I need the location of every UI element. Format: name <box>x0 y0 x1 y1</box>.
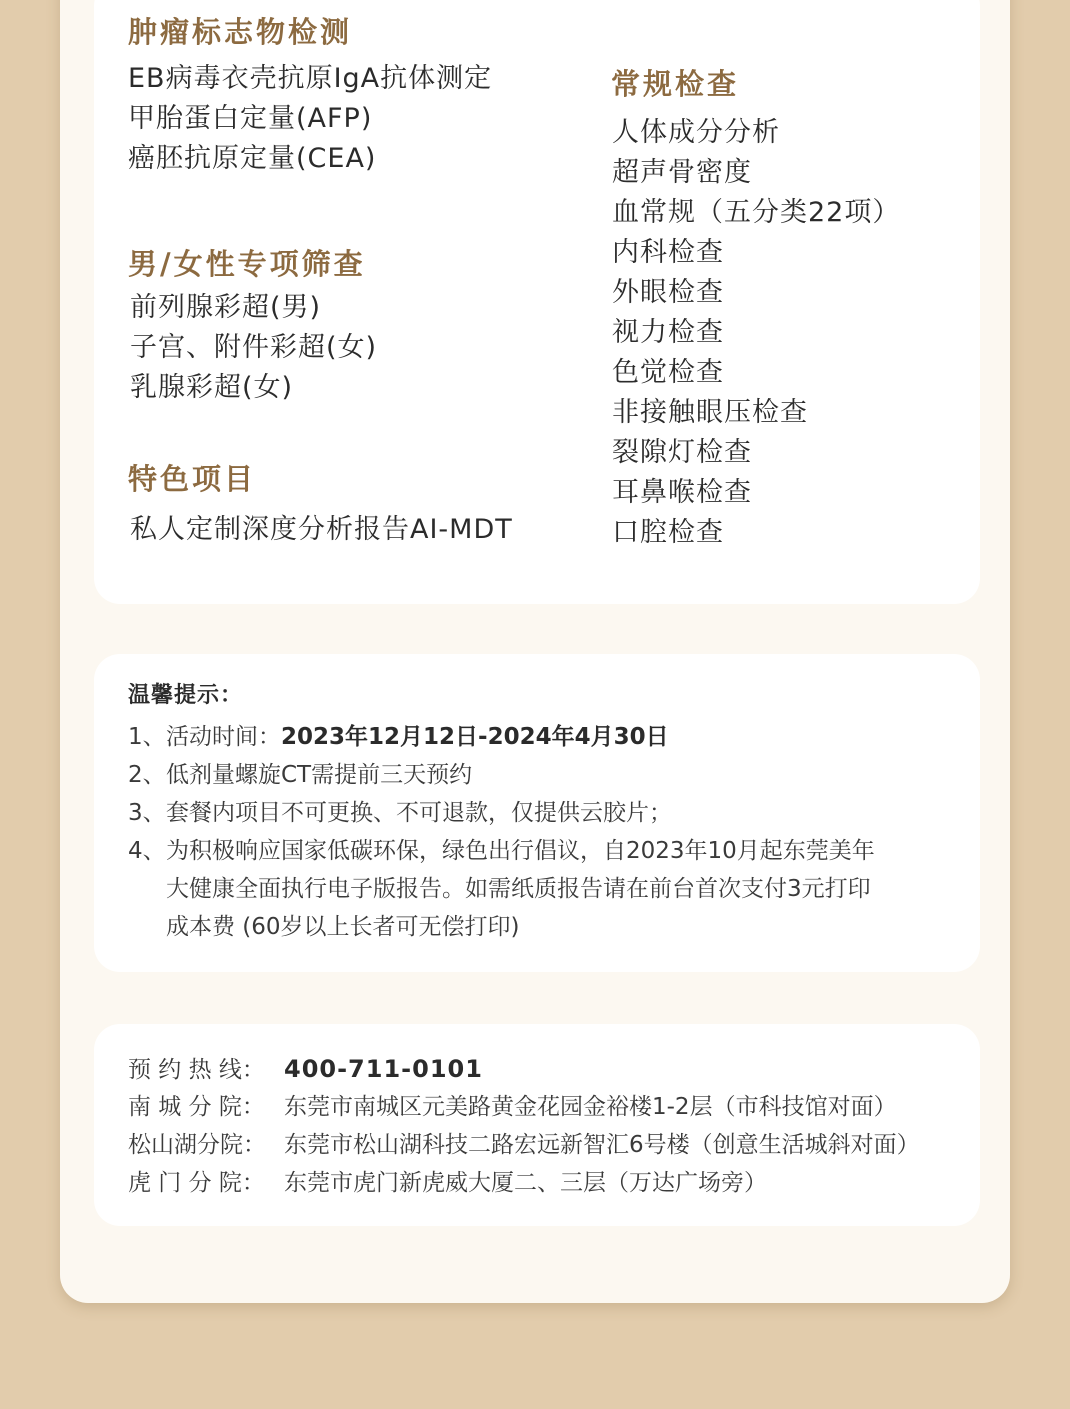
list-item: 非接触眼压检查 <box>612 397 808 428</box>
list-item: 超声骨密度 <box>612 157 752 188</box>
branch-label: 虎 门 分 院： <box>128 1170 265 1196</box>
hotline-row <box>128 1050 483 1088</box>
tip-text-line: 为积极响应国家低碳环保，绿色出行倡议，自2023年10月起东莞美年 <box>166 838 875 864</box>
tip-1 <box>128 718 958 756</box>
routine-check-title: 常规检查 <box>611 67 740 101</box>
tip-3 <box>128 794 958 832</box>
list-item: 前列腺彩超(男) <box>130 292 322 323</box>
list-item: 内科检查 <box>612 237 724 268</box>
tip-number: 2、 <box>128 762 166 788</box>
tip-number: 3、 <box>128 800 166 826</box>
tips-card <box>94 654 980 972</box>
list-item: 癌胚抗原定量(CEA) <box>128 143 377 174</box>
branch-row <box>128 1088 897 1126</box>
tumor-markers-title: 肿瘤标志物检测 <box>128 15 353 49</box>
list-item: 子宫、附件彩超(女) <box>130 332 378 363</box>
list-item: 人体成分分析 <box>612 117 780 148</box>
contact-card <box>94 1024 980 1226</box>
list-item: EB病毒衣壳抗原IgA抗体测定 <box>128 63 493 94</box>
list-item: 甲胎蛋白定量(AFP) <box>128 103 373 134</box>
branch-label: 松山湖分院： <box>128 1132 266 1158</box>
gender-screening-title: 男/女性专项筛查 <box>128 247 366 281</box>
routine-check-list <box>612 113 900 553</box>
list-item: 色觉检查 <box>612 357 724 388</box>
tip-text: 套餐内项目不可更换、不可退款，仅提供云胶片； <box>166 800 672 826</box>
list-item: 耳鼻喉检查 <box>612 477 752 508</box>
hotline-label: 预 约 热 线： <box>128 1057 265 1083</box>
tip-text-line: 大健康全面执行电子版报告。如需纸质报告请在前台首次支付3元打印 <box>166 876 871 902</box>
branch-address: 东莞市虎门新虎威大厦二、三层（万达广场旁） <box>284 1170 767 1196</box>
list-item: 私人定制深度分析报告AI-MDT <box>130 514 513 545</box>
special-items-title: 特色项目 <box>128 462 257 496</box>
activity-dates: 2023年12月12日-2024年4月30日 <box>281 724 669 750</box>
tumor-markers-list <box>128 59 492 179</box>
branch-address: 东莞市松山湖科技二路宏远新智汇6号楼（创意生活城斜对面） <box>284 1132 920 1158</box>
special-items-list <box>130 510 513 550</box>
list-item: 乳腺彩超(女) <box>130 372 294 403</box>
tip-number: 4、 <box>128 838 166 864</box>
branch-row <box>128 1126 920 1164</box>
list-item: 口腔检查 <box>612 517 724 548</box>
hotline-number[interactable]: 400-711-0101 <box>284 1055 483 1083</box>
tip-text: 低剂量螺旋CT需提前三天预约 <box>166 762 473 788</box>
tip-label: 活动时间： <box>166 724 281 750</box>
branch-address: 东莞市南城区元美路黄金花园金裕楼1-2层（市科技馆对面） <box>284 1094 897 1120</box>
tip-2 <box>128 756 958 794</box>
check-items-card <box>94 0 980 604</box>
gender-screening-list <box>130 288 377 408</box>
tip-4 <box>128 832 958 870</box>
list-item: 视力检查 <box>612 317 724 348</box>
branch-row <box>128 1164 767 1202</box>
list-item: 裂隙灯检查 <box>612 437 752 468</box>
list-item: 外眼检查 <box>612 277 724 308</box>
list-item: 血常规（五分类22项） <box>612 197 901 228</box>
tips-title: 温馨提示： <box>128 683 244 708</box>
tip-number: 1、 <box>128 724 166 750</box>
tip-text-line: 成本费 (60岁以上长者可无偿打印) <box>166 914 520 940</box>
branch-label: 南 城 分 院： <box>128 1094 265 1120</box>
